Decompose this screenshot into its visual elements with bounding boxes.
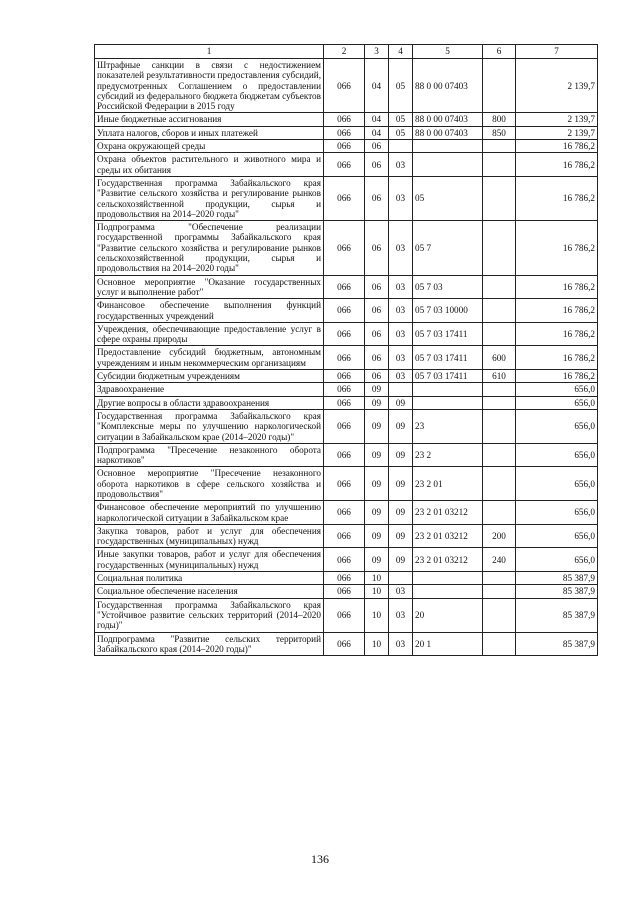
table-row (95, 153, 598, 177)
row-name: Здравоохранение (95, 383, 324, 396)
row-name: Финансовое обеспечение выполнения функций государственных учреждений (95, 299, 324, 323)
table-row (95, 299, 598, 323)
admin-code: 066 (324, 370, 365, 383)
row-name: Подпрограмма "Пресечение незаконного оборота наркотиков" (95, 443, 324, 467)
target-article-code: 20 (413, 598, 483, 632)
section-code: 06 (365, 370, 389, 383)
section-code: 04 (365, 59, 389, 113)
section-code: 06 (365, 299, 389, 323)
section-code: 06 (365, 221, 389, 275)
target-article-code: 05 7 03 17411 (413, 346, 483, 370)
section-code: 04 (365, 113, 389, 126)
table-row (95, 346, 598, 370)
section-code: 04 (365, 126, 389, 139)
admin-code: 066 (324, 572, 365, 585)
subsection-code: 09 (389, 548, 413, 572)
column-header: 2 (324, 45, 365, 59)
table-row (95, 275, 598, 299)
section-code: 06 (365, 322, 389, 346)
section-code: 09 (365, 548, 389, 572)
expense-type-code (483, 598, 516, 632)
row-name: Подпрограмма "Обеспечение реализации государственной программы Забайкальского края "Развитие сельского хозяйства и регулирование рынков сельскохозяйственной продукции, сырья и продовольствия на 2014–2020 годы" (95, 221, 324, 275)
row-name: Основное мероприятие "Пресечение незаконного оборота наркотиков в сфере сельского хозяйства и продовольствия" (95, 467, 324, 501)
amount-cell: 16 786,2 (516, 346, 598, 370)
subsection-code: 03 (389, 221, 413, 275)
table-row (95, 524, 598, 548)
subsection-code (389, 140, 413, 153)
table-row (95, 126, 598, 139)
admin-code: 066 (324, 113, 365, 126)
admin-code: 066 (324, 632, 365, 656)
subsection-code: 09 (389, 524, 413, 548)
subsection-code: 03 (389, 585, 413, 598)
admin-code: 066 (324, 548, 365, 572)
row-name: Государственная программа Забайкальского края "Устойчивое развитие сельских территорий (2014–2020 годы)" (95, 598, 324, 632)
target-article-code (413, 383, 483, 396)
amount-cell: 2 139,7 (516, 126, 598, 139)
subsection-code: 03 (389, 275, 413, 299)
row-name: Другие вопросы в области здравоохранения (95, 396, 324, 409)
target-article-code (413, 572, 483, 585)
row-name: Штрафные санкции в связи с недостижением показателей результативности предоставления субсидий, предусмотренных Соглашением о предоставлении субсидий из федерального бюджета бюджетам субъектов Российской Федерации в 2015 году (95, 59, 324, 113)
target-article-code: 20 1 (413, 632, 483, 656)
table-row (95, 140, 598, 153)
section-code: 10 (365, 572, 389, 585)
page-number: 136 (311, 852, 329, 866)
section-code: 09 (365, 467, 389, 501)
subsection-code: 03 (389, 153, 413, 177)
column-header: 1 (95, 45, 324, 59)
expense-type-code (483, 275, 516, 299)
expense-type-code (483, 140, 516, 153)
amount-cell: 656,0 (516, 383, 598, 396)
table-row (95, 585, 598, 598)
admin-code: 066 (324, 126, 365, 139)
row-name: Охрана объектов растительного и животного мира и среды их обитания (95, 153, 324, 177)
table-header-row (95, 45, 598, 59)
amount-cell: 16 786,2 (516, 275, 598, 299)
table-row (95, 396, 598, 409)
target-article-code: 23 2 01 (413, 467, 483, 501)
subsection-code: 03 (389, 370, 413, 383)
section-code: 06 (365, 346, 389, 370)
amount-cell: 16 786,2 (516, 153, 598, 177)
target-article-code: 23 2 01 03212 (413, 524, 483, 548)
subsection-code: 03 (389, 632, 413, 656)
target-article-code: 23 2 01 03212 (413, 548, 483, 572)
target-article-code: 05 7 03 17411 (413, 370, 483, 383)
amount-cell: 85 387,9 (516, 632, 598, 656)
subsection-code: 09 (389, 501, 413, 525)
expense-type-code (483, 409, 516, 443)
table-row (95, 221, 598, 275)
table-row (95, 370, 598, 383)
target-article-code: 88 0 00 07403 (413, 59, 483, 113)
amount-cell: 2 139,7 (516, 113, 598, 126)
amount-cell: 656,0 (516, 409, 598, 443)
admin-code: 066 (324, 176, 365, 220)
row-name: Подпрограмма "Развитие сельских территорий Забайкальского края (2014–2020 годы)" (95, 632, 324, 656)
admin-code: 066 (324, 383, 365, 396)
expense-type-code (483, 322, 516, 346)
table-row (95, 572, 598, 585)
admin-code: 066 (324, 598, 365, 632)
row-name: Учреждения, обеспечивающие предоставление услуг в сфере охраны природы (95, 322, 324, 346)
target-article-code (413, 153, 483, 177)
admin-code: 066 (324, 409, 365, 443)
column-header: 6 (483, 45, 516, 59)
section-code: 10 (365, 585, 389, 598)
subsection-code: 09 (389, 467, 413, 501)
table-body (95, 59, 598, 656)
expense-type-code (483, 585, 516, 598)
expense-type-code: 610 (483, 370, 516, 383)
row-name: Государственная программа Забайкальского края "Комплексные меры по улучшению наркологической ситуации в Забайкальском крае (2014–2020 годы)" (95, 409, 324, 443)
row-name: Государственная программа Забайкальского края "Развитие сельского хозяйства и регулирование рынков сельскохозяйственной продукции, сырья и продовольствия на 2014–2020 годы" (95, 176, 324, 220)
table-row (95, 501, 598, 525)
column-header: 4 (389, 45, 413, 59)
section-code: 09 (365, 409, 389, 443)
expense-type-code: 240 (483, 548, 516, 572)
amount-cell: 656,0 (516, 467, 598, 501)
row-name: Субсидии бюджетным учреждениям (95, 370, 324, 383)
subsection-code: 03 (389, 176, 413, 220)
section-code: 10 (365, 632, 389, 656)
table-row (95, 467, 598, 501)
admin-code: 066 (324, 396, 365, 409)
target-article-code: 05 7 (413, 221, 483, 275)
row-name: Уплата налогов, сборов и иных платежей (95, 126, 324, 139)
section-code: 06 (365, 275, 389, 299)
row-name: Иные закупки товаров, работ и услуг для обеспечения государственных (муниципальных) нужд (95, 548, 324, 572)
amount-cell: 656,0 (516, 524, 598, 548)
expense-type-code (483, 383, 516, 396)
expense-type-code: 600 (483, 346, 516, 370)
amount-cell: 16 786,2 (516, 299, 598, 323)
amount-cell: 16 786,2 (516, 322, 598, 346)
target-article-code (413, 140, 483, 153)
table-row (95, 548, 598, 572)
section-code: 06 (365, 176, 389, 220)
section-code: 09 (365, 501, 389, 525)
subsection-code: 09 (389, 443, 413, 467)
admin-code: 066 (324, 140, 365, 153)
subsection-code: 03 (389, 322, 413, 346)
admin-code: 066 (324, 443, 365, 467)
section-code: 09 (365, 443, 389, 467)
target-article-code: 23 (413, 409, 483, 443)
column-header: 5 (413, 45, 483, 59)
row-name: Финансовое обеспечение мероприятий по улучшению наркологической ситуации в Забайкальском крае (95, 501, 324, 525)
table-row (95, 59, 598, 113)
subsection-code: 03 (389, 346, 413, 370)
subsection-code: 05 (389, 113, 413, 126)
subsection-code: 05 (389, 126, 413, 139)
row-name: Иные бюджетные ассигнования (95, 113, 324, 126)
expense-type-code (483, 501, 516, 525)
admin-code: 066 (324, 322, 365, 346)
row-name: Социальное обеспечение населения (95, 585, 324, 598)
admin-code: 066 (324, 524, 365, 548)
target-article-code: 23 2 (413, 443, 483, 467)
amount-cell: 656,0 (516, 548, 598, 572)
admin-code: 066 (324, 501, 365, 525)
expense-type-code (483, 396, 516, 409)
expense-type-code: 200 (483, 524, 516, 548)
amount-cell: 16 786,2 (516, 176, 598, 220)
column-header: 7 (516, 45, 598, 59)
amount-cell: 656,0 (516, 501, 598, 525)
table-row (95, 443, 598, 467)
target-article-code: 05 (413, 176, 483, 220)
subsection-code (389, 572, 413, 585)
admin-code: 066 (324, 585, 365, 598)
expense-type-code (483, 572, 516, 585)
target-article-code: 05 7 03 (413, 275, 483, 299)
amount-cell: 85 387,9 (516, 598, 598, 632)
row-name: Предоставление субсидий бюджетным, автономным учреждениям и иным некоммерческим организациям (95, 346, 324, 370)
admin-code: 066 (324, 221, 365, 275)
amount-cell: 85 387,9 (516, 572, 598, 585)
admin-code: 066 (324, 275, 365, 299)
amount-cell: 16 786,2 (516, 221, 598, 275)
table-row (95, 409, 598, 443)
expense-type-code (483, 153, 516, 177)
row-name: Основное мероприятие "Оказание государственных услуг и выполнение работ" (95, 275, 324, 299)
amount-cell: 85 387,9 (516, 585, 598, 598)
amount-cell: 2 139,7 (516, 59, 598, 113)
expense-type-code: 800 (483, 113, 516, 126)
budget-table (94, 44, 598, 656)
expense-type-code (483, 299, 516, 323)
amount-cell: 16 786,2 (516, 140, 598, 153)
admin-code: 066 (324, 467, 365, 501)
subsection-code (389, 383, 413, 396)
section-code: 09 (365, 396, 389, 409)
subsection-code: 09 (389, 409, 413, 443)
table-row (95, 322, 598, 346)
expense-type-code (483, 59, 516, 113)
subsection-code: 03 (389, 299, 413, 323)
table-row (95, 176, 598, 220)
admin-code: 066 (324, 59, 365, 113)
table-row (95, 113, 598, 126)
target-article-code: 05 7 03 10000 (413, 299, 483, 323)
row-name: Закупка товаров, работ и услуг для обеспечения государственных (муниципальных) нужд (95, 524, 324, 548)
column-header: 3 (365, 45, 389, 59)
admin-code: 066 (324, 346, 365, 370)
amount-cell: 656,0 (516, 396, 598, 409)
expense-type-code (483, 221, 516, 275)
target-article-code: 05 7 03 17411 (413, 322, 483, 346)
row-name: Социальная политика (95, 572, 324, 585)
subsection-code: 03 (389, 598, 413, 632)
section-code: 09 (365, 524, 389, 548)
target-article-code: 23 2 01 03212 (413, 501, 483, 525)
subsection-code: 05 (389, 59, 413, 113)
row-name: Охрана окружающей среды (95, 140, 324, 153)
target-article-code: 88 0 00 07403 (413, 113, 483, 126)
section-code: 10 (365, 598, 389, 632)
table-row (95, 632, 598, 656)
expense-type-code (483, 176, 516, 220)
amount-cell: 656,0 (516, 443, 598, 467)
target-article-code: 88 0 00 07403 (413, 126, 483, 139)
amount-cell: 16 786,2 (516, 370, 598, 383)
expense-type-code: 850 (483, 126, 516, 139)
table-row (95, 598, 598, 632)
admin-code: 066 (324, 153, 365, 177)
expense-type-code (483, 632, 516, 656)
target-article-code (413, 396, 483, 409)
subsection-code: 09 (389, 396, 413, 409)
admin-code: 066 (324, 299, 365, 323)
section-code: 06 (365, 153, 389, 177)
expense-type-code (483, 467, 516, 501)
expense-type-code (483, 443, 516, 467)
section-code: 06 (365, 140, 389, 153)
section-code: 09 (365, 383, 389, 396)
table-row (95, 383, 598, 396)
target-article-code (413, 585, 483, 598)
